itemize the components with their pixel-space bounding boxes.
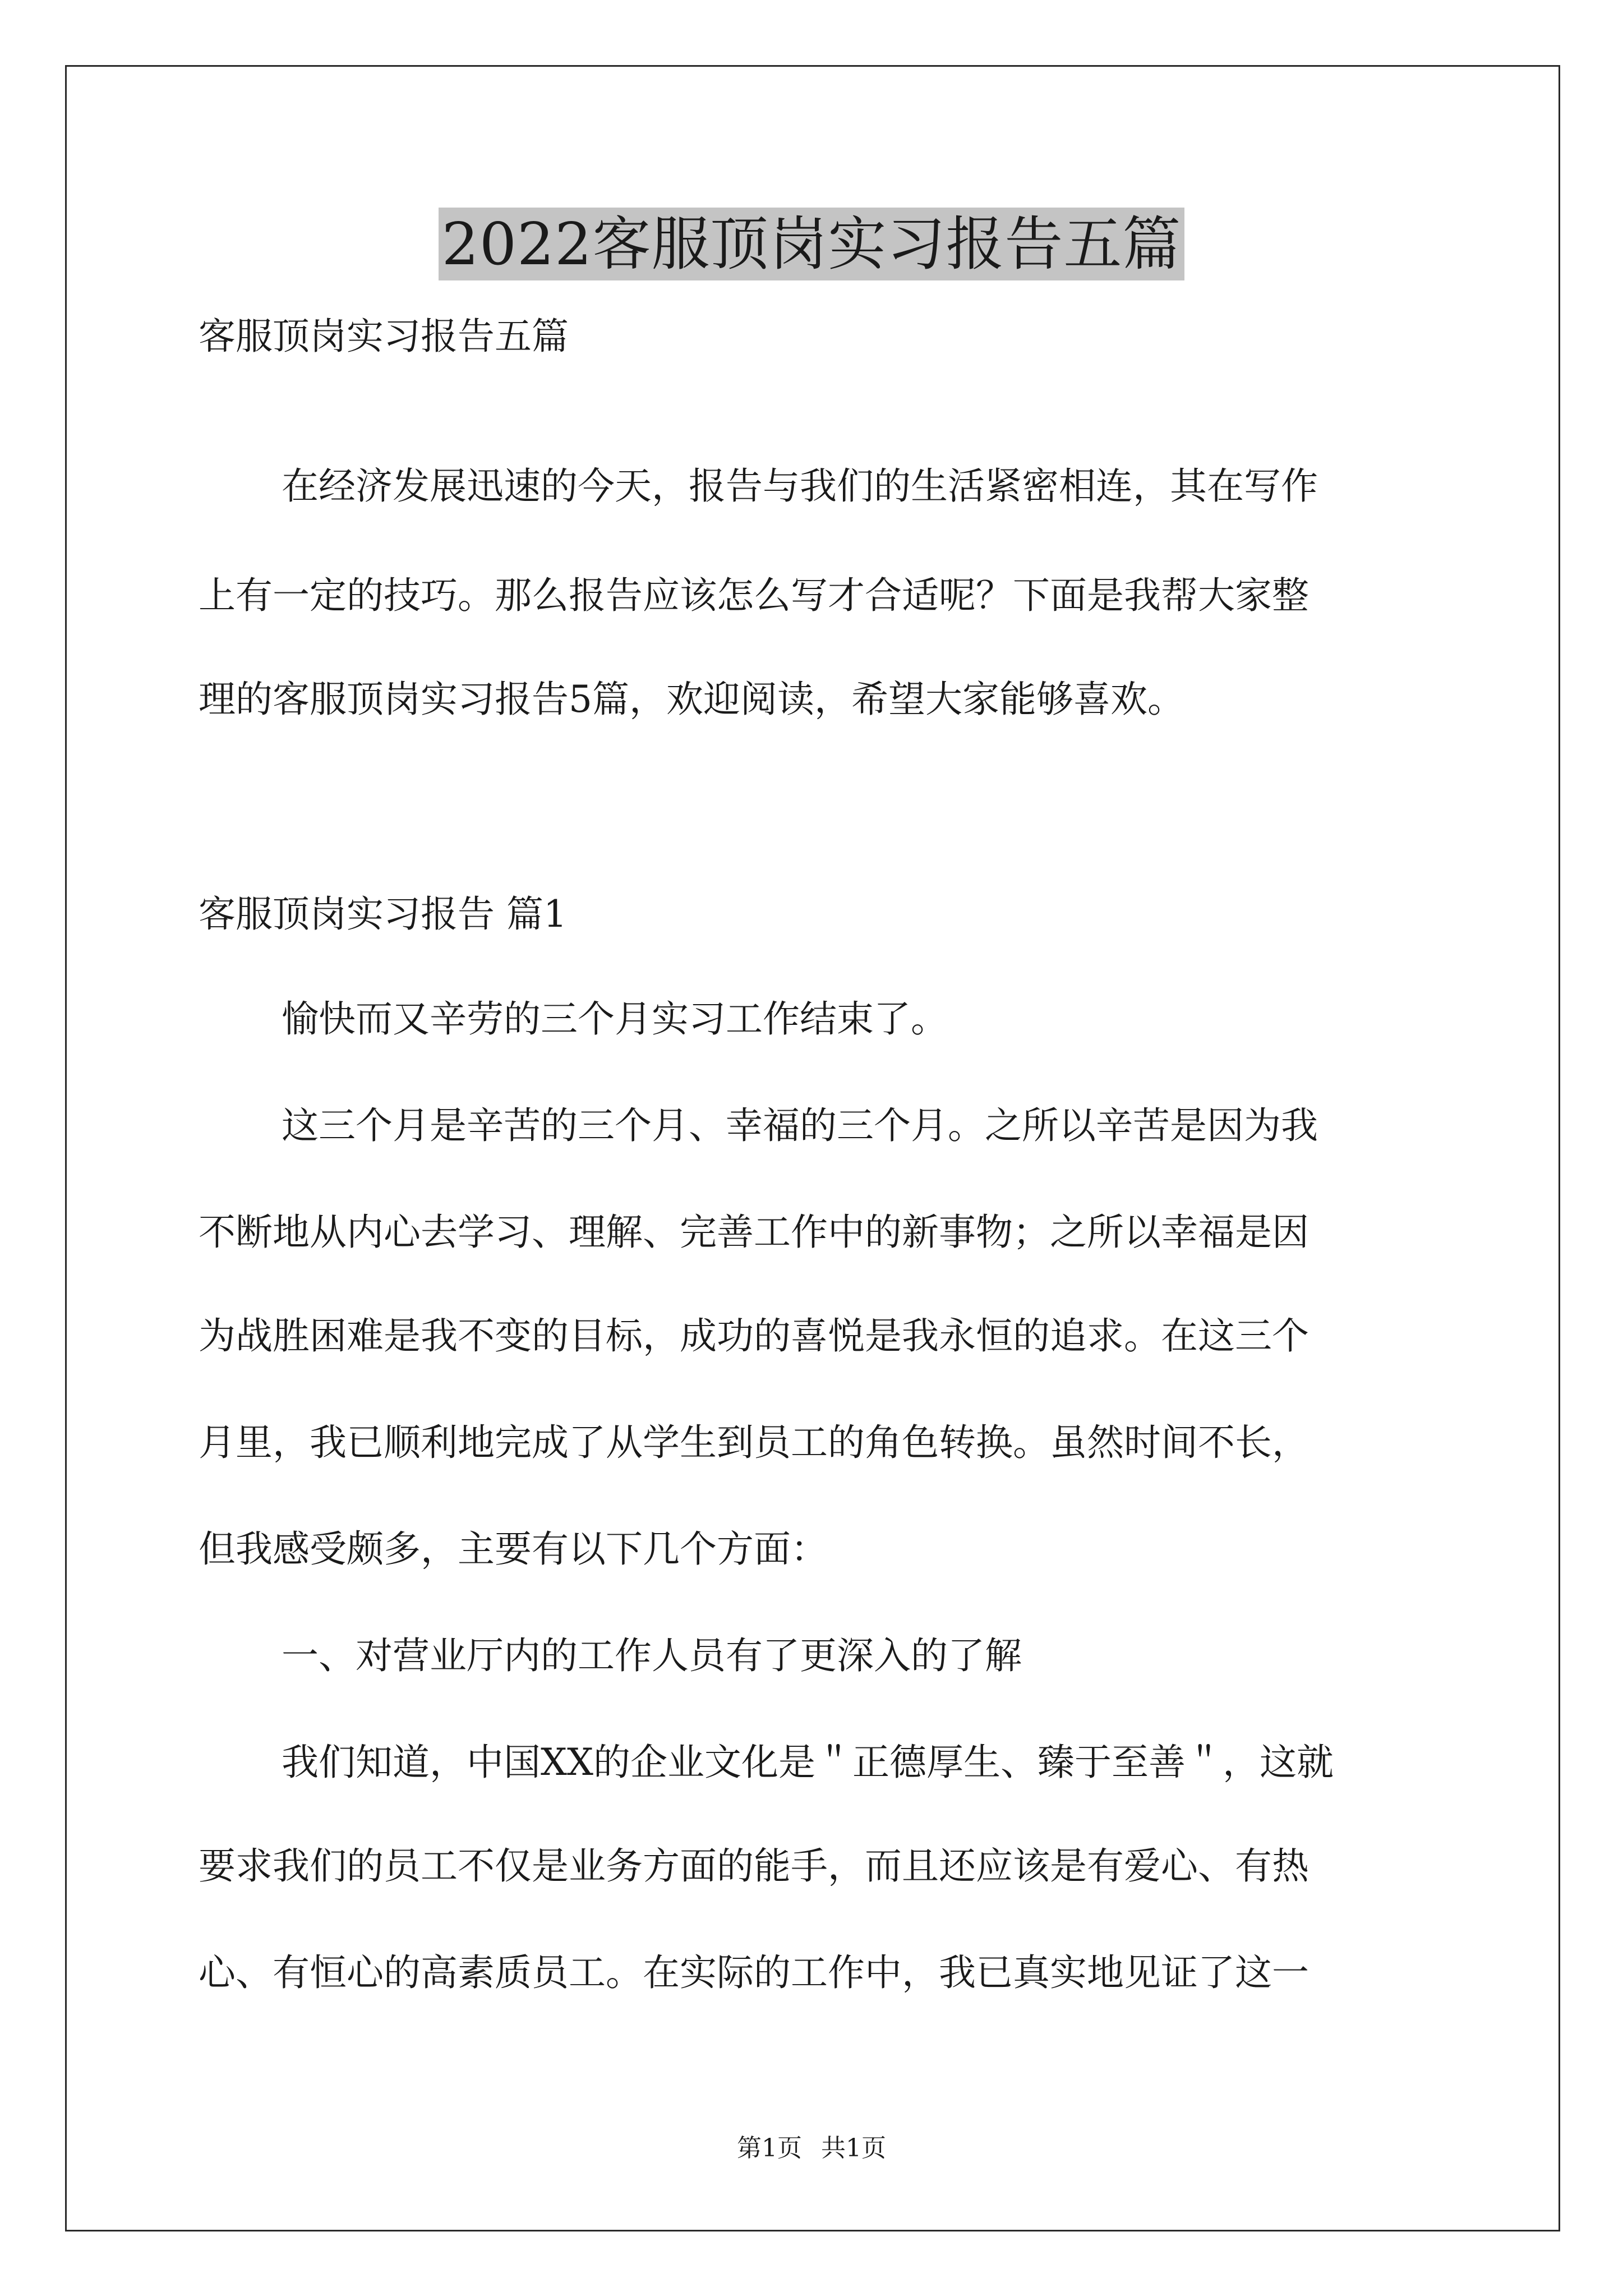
body-line-1: 愉快而又辛劳的三个月实习工作结束了。 xyxy=(282,997,948,1041)
title-container xyxy=(0,208,1623,280)
body-line-3: 不断地从内心去学习、理解、完善工作中的新事物；之所以幸福是因 xyxy=(199,1211,1309,1254)
body-line-8: 我们知道，中国XX的企业文化是＂正德厚生、臻于至善＂，这就 xyxy=(282,1741,1334,1784)
body-line-2: 这三个月是辛苦的三个月、幸福的三个月。之所以辛苦是因为我 xyxy=(282,1104,1318,1147)
body-line-6: 但我感受颇多，主要有以下几个方面： xyxy=(199,1527,828,1571)
intro-line-1: 在经济发展迅速的今天，报告与我们的生活紧密相连，其在写作 xyxy=(282,464,1318,508)
body-line-4: 为战胜困难是我不变的目标，成功的喜悦是我永恒的追求。在这三个 xyxy=(199,1314,1309,1358)
page-total: 共1页 xyxy=(821,2134,886,2162)
body-line-10: 心、有恒心的高素质员工。在实际的工作中，我已真实地见证了这一 xyxy=(199,1951,1309,1994)
body-line-7: 一、对营业厅内的工作人员有了更深入的了解 xyxy=(282,1634,1022,1677)
intro-line-3: 理的客服顶岗实习报告5篇，欢迎阅读，希望大家能够喜欢。 xyxy=(199,678,1184,721)
intro-line-2: 上有一定的技巧。那么报告应该怎么写才合适呢？下面是我帮大家整 xyxy=(199,574,1309,617)
document-title: 2022客服顶岗实习报告五篇 xyxy=(439,208,1185,280)
section-heading: 客服顶岗实习报告 篇1 xyxy=(199,892,567,936)
page-footer xyxy=(0,2132,1623,2165)
body-line-9: 要求我们的员工不仅是业务方面的能手，而且还应该是有爱心、有热 xyxy=(199,1844,1309,1888)
body-line-5: 月里，我已顺利地完成了从学生到员工的角色转换。虽然时间不长， xyxy=(199,1421,1309,1464)
document-subtitle: 客服顶岗实习报告五篇 xyxy=(199,315,569,358)
page-number: 第1页 xyxy=(737,2134,802,2162)
